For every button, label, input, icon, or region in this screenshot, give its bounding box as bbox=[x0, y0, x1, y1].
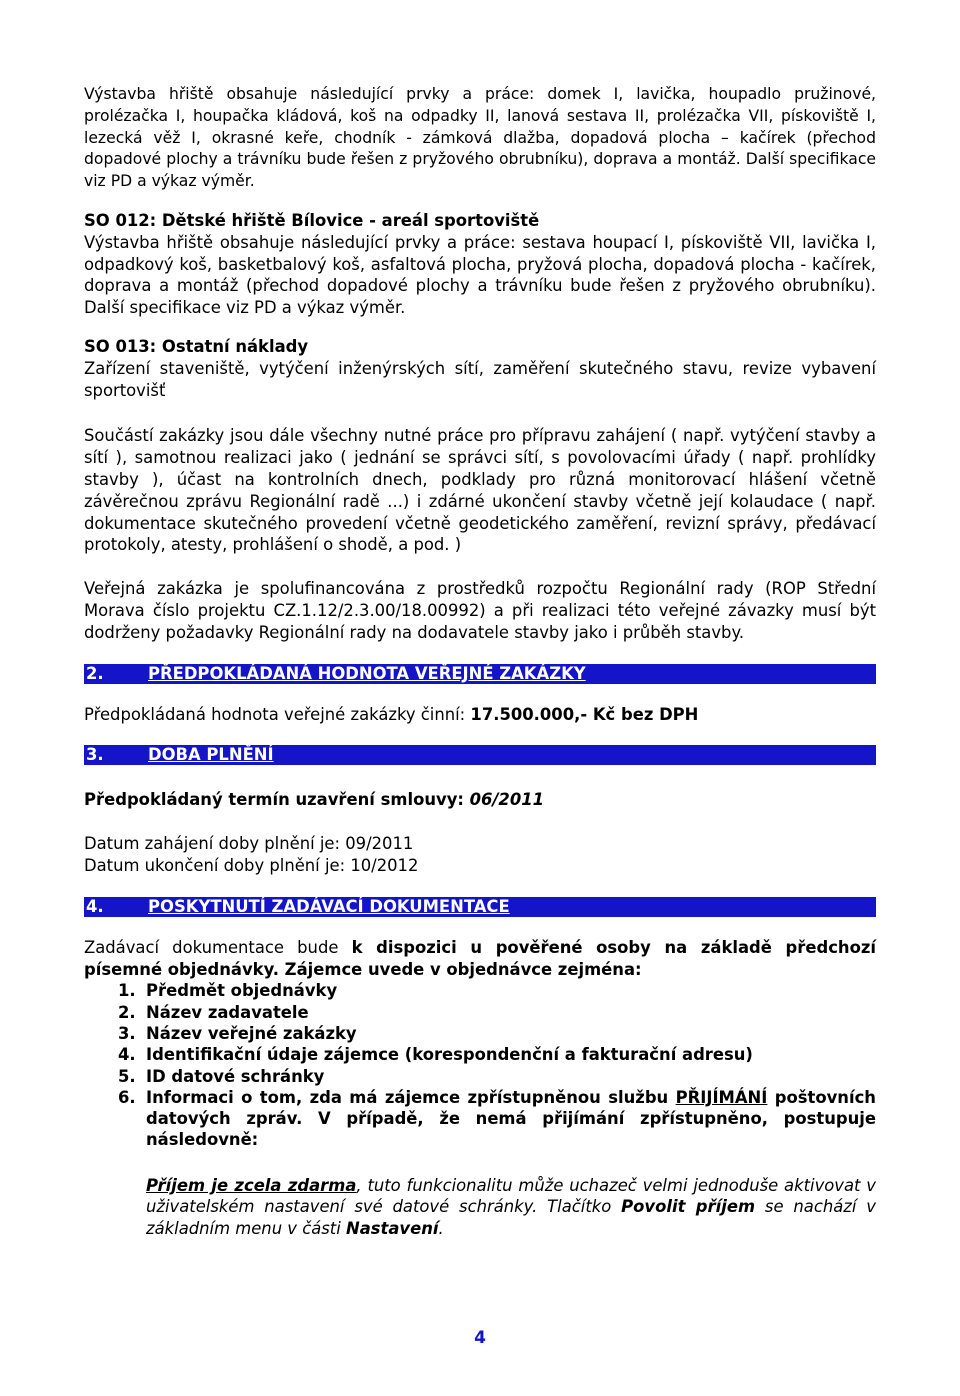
list-item bbox=[84, 1044, 876, 1065]
list-item-number: 1. bbox=[118, 981, 136, 1001]
final-note-mid1: , tuto funkcionalitu může uchazeč velmi jednoduše aktivovat v uživatelském nastavení své datové schránky. Tlačítko bbox=[146, 1175, 877, 1217]
final-note-bold2: Nastavení bbox=[346, 1219, 439, 1239]
list-item-number: 3. bbox=[118, 1023, 136, 1043]
section-4-intro bbox=[84, 937, 876, 981]
item6-post: poštovních datových zpráv. V případě, že nemá přijímání zpřístupněno, postupuje následovně: bbox=[146, 1087, 876, 1150]
section-3-title: DOBA PLNĚNÍ bbox=[148, 745, 274, 765]
section-3-number: 3. bbox=[86, 745, 104, 765]
list-item bbox=[84, 1002, 876, 1023]
section-4-header bbox=[84, 897, 876, 917]
list-item bbox=[84, 1066, 876, 1087]
contract-term-value: 06/2011 bbox=[469, 790, 545, 810]
final-note-bold1: Povolit příjem bbox=[621, 1197, 756, 1217]
list-item bbox=[84, 1023, 876, 1044]
final-note-underlined: Příjem je zcela zdarma bbox=[146, 1175, 357, 1195]
contract-term-label: Předpokládaný termín uzavření smlouvy: bbox=[84, 790, 470, 810]
list-item-text: Předmět objednávky bbox=[146, 981, 338, 1001]
section-4-intro-bold: k dispozici u pověřené osoby na základě předchozí písemné objednávky. Zájemce uvede v objednávce zejména: bbox=[84, 937, 876, 979]
so013-text: Zařízení staveniště, vytýčení inženýrských sítí, zaměření skutečného stavu, revize vybavení sportovišť bbox=[84, 358, 876, 400]
final-note bbox=[146, 1175, 876, 1240]
list-item-number: 2. bbox=[118, 1002, 136, 1022]
list-item-text: Název zadavatele bbox=[146, 1002, 309, 1022]
start-date: Datum zahájení doby plnění je: 09/2011 bbox=[84, 834, 414, 854]
list-item bbox=[84, 1087, 876, 1151]
list-item-number: 4. bbox=[118, 1045, 136, 1065]
estimated-value bbox=[84, 704, 876, 726]
section-4-number: 4. bbox=[86, 896, 104, 916]
section-2-header bbox=[84, 664, 876, 684]
order-requirements-list bbox=[84, 980, 876, 1150]
so012-heading: SO 012: Dětské hřiště Bílovice - areál sportoviště bbox=[84, 210, 540, 230]
contract-term bbox=[84, 789, 876, 811]
so013-heading: SO 013: Ostatní náklady bbox=[84, 336, 309, 356]
section-4-intro-normal: Zadávací dokumentace bude bbox=[84, 937, 352, 957]
estimated-value-label: Předpokládaná hodnota veřejné zakázky činní: bbox=[84, 704, 471, 724]
section-4-title: POSKYTNUTÍ ZADÁVACÍ DOKUMENTACE bbox=[148, 896, 510, 916]
list-item-number: 6. bbox=[118, 1087, 136, 1107]
dates-block bbox=[84, 833, 876, 877]
so013-block bbox=[84, 336, 876, 401]
section-3-header bbox=[84, 745, 876, 765]
so012-block bbox=[84, 210, 876, 319]
list-item-text: ID datové schránky bbox=[146, 1066, 325, 1086]
item6-underlined: PŘIJÍMÁNÍ bbox=[675, 1087, 768, 1107]
item6-pre: Informaci o tom, zda má zájemce zpřístupněnou službu bbox=[146, 1087, 676, 1107]
estimated-value-amount: 17.500.000,- Kč bez DPH bbox=[470, 704, 699, 724]
section-2-title: PŘEDPOKLÁDANÁ HODNOTA VEŘEJNÉ ZAKÁZKY bbox=[148, 663, 586, 683]
end-date: Datum ukončení doby plnění je: 10/2012 bbox=[84, 855, 419, 875]
list-item bbox=[84, 980, 876, 1001]
section-2-number: 2. bbox=[86, 663, 104, 683]
page-number: 4 bbox=[474, 1328, 486, 1348]
so012-text: Výstavba hřiště obsahuje následující prvky a práce: sestava houpací I, pískoviště VII, lavička I, odpadkový koš, basketbalový koš, asfaltová plocha, pryžová plocha, dopadová plocha - kačírek, doprava a montáž (přechod dopadové plochy a trávníku bude řešen z pryžového obrubníku). Další specifikace viz PD a výkaz výměr. bbox=[84, 232, 876, 318]
intro-paragraph: Výstavba hřiště obsahuje následující prvky a práce: domek I, lavička, houpadlo pružinové, prolézačka I, houpačka kládová, koš na odpadky II, lanová sestava II, prolézačka VII, pískoviště I, lezecká věž I, okrasné keře, chodník - zámková dlažba, dopadová plocha – kačírek (přechod dopadové plochy a trávníku bude řešen z pryžového obrubníku), doprava a montáž. Další specifikace viz PD a výkaz výměr. bbox=[84, 85, 876, 191]
list-item-text: Název veřejné zakázky bbox=[146, 1023, 357, 1043]
list-item-number: 5. bbox=[118, 1066, 136, 1086]
final-note-end: . bbox=[438, 1219, 444, 1239]
soucasti-paragraph: Součástí zakázky jsou dále všechny nutné práce pro přípravu zahájení ( např. vytýčení stavby a sítí ), samotnou realizaci jako ( jednání se správci sítí, s povolovacími úřady ( např. prohlídky stavby ), účast na kontrolních dnech, podklady pro různá monitorovací hlášení včetně závěrečnou zprávu Regionální radě ...) i zdárné ukončení stavby včetně její kolaudace ( např. dokumentace skutečného provedení včetně geodetického zaměření, revizní správy, předávací protokoly, atesty, prohlášení o shodě, a pod. ) bbox=[84, 426, 876, 555]
financovani-paragraph: Veřejná zakázka je spolufinancována z prostředků rozpočtu Regionální rady (ROP Střední Morava číslo projektu CZ.1.12/2.3.00/18.00992) a při realizaci této veřejné závazky musí být dodrženy požadavky Regionální rady na dodavatele stavby jako i průběh stavby. bbox=[84, 579, 876, 642]
final-note-mid2: se nachází v základním menu v části bbox=[146, 1197, 876, 1239]
list-item-text: Identifikační údaje zájemce (korespondenční a fakturační adresu) bbox=[146, 1045, 753, 1065]
